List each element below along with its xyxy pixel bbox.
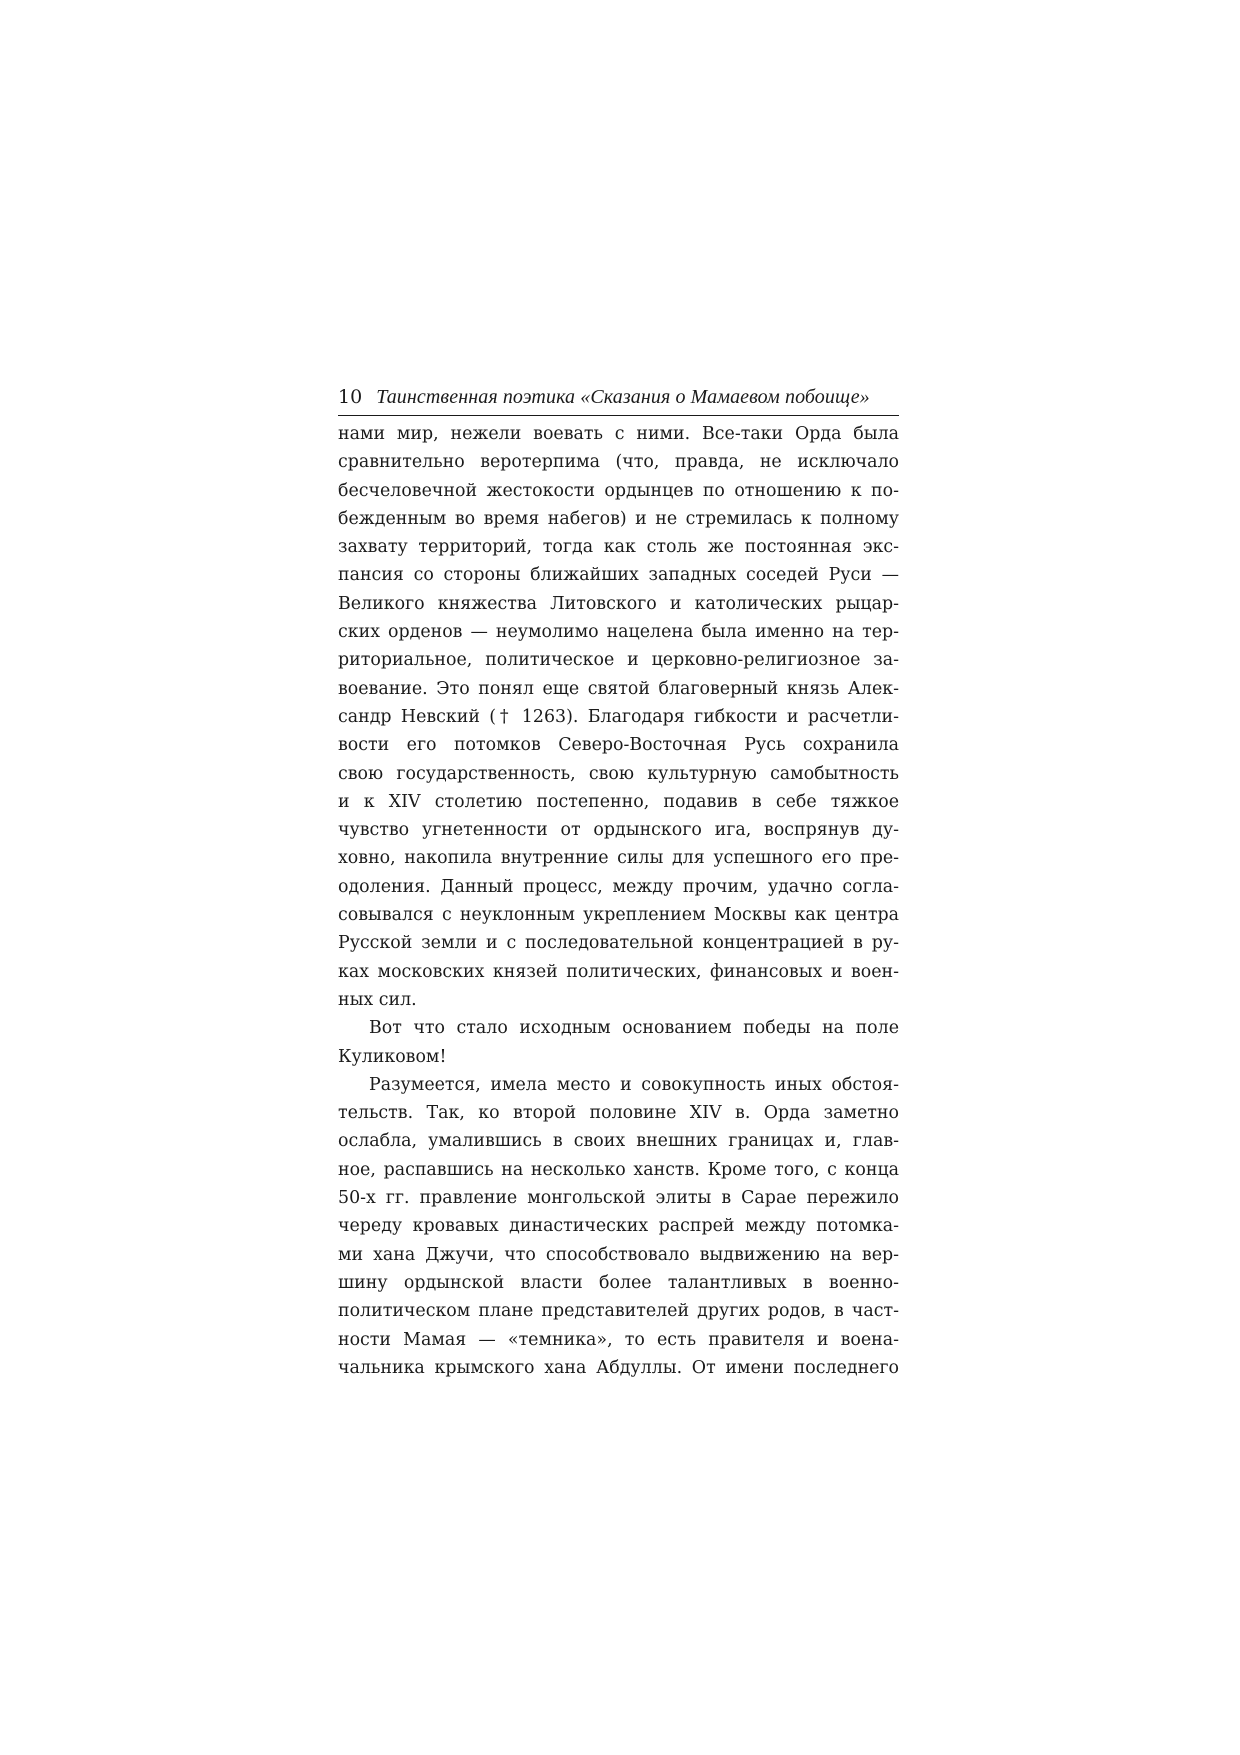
text-line: сандр Невский († 1263). Благодаря гибкости и расчетли- xyxy=(338,706,899,727)
body-text xyxy=(338,420,899,1382)
text-line: Вот что стало исходным основанием победы на поле xyxy=(369,1018,899,1039)
text-line: политическом плане представителей других родов, в част- xyxy=(338,1301,899,1322)
running-head xyxy=(338,386,899,416)
text-line: ных сил. xyxy=(338,989,417,1010)
text-line: ховно, накопила внутренние силы для успешного его пре- xyxy=(338,848,899,869)
text-line: совывался с неуклонным укреплением Москвы как центра xyxy=(338,905,899,926)
text-line: ских орденов — неумолимо нацелена была именно на тер- xyxy=(338,622,899,643)
text-line: свою государственность, свою культурную самобытность xyxy=(338,763,899,784)
text-line: риториальное, политическое и церковно-религиозное за- xyxy=(338,650,899,671)
text-line: нами мир, нежели воевать с ними. Все-таки Орда была xyxy=(338,424,899,444)
text-line: сравнительно веротерпима (что, правда, не исключало xyxy=(338,452,899,473)
running-title: Таинственная поэтика «Сказания о Мамаевом побоище» xyxy=(376,386,870,408)
text-line: ослабла, умалившись в своих внешних границах и, глав- xyxy=(338,1131,899,1152)
text-line: чальника крымского хана Абдуллы. От имени последнего xyxy=(338,1357,899,1378)
text-line: Куликовом! xyxy=(338,1046,447,1067)
text-line: тельств. Так, ко второй половине XIV в. Орда заметно xyxy=(338,1103,899,1124)
text-line: бесчеловечной жестокости ордынцев по отношению к по- xyxy=(338,480,899,501)
text-line: череду кровавых династических распрей между потомка- xyxy=(338,1216,899,1237)
text-line: Разумеется, имела место и совокупность иных обстоя- xyxy=(369,1074,899,1095)
text-line: бежденным во время набегов) и не стремилась к полному xyxy=(338,508,899,529)
text-line: воевание. Это понял еще святой благоверный князь Алек- xyxy=(338,678,899,699)
book-page xyxy=(338,386,899,1382)
page-number: 10 xyxy=(338,386,363,408)
text-line: ности Мамая — «темника», то есть правителя и военa- xyxy=(338,1329,899,1350)
text-line: чувство угнетенности от ордынского ига, воспрянув ду- xyxy=(338,820,899,841)
text-line: и к XIV столетию постепенно, подавив в себе тяжкое xyxy=(338,791,899,812)
text-line: Русской земли и с последовательной концентрацией в ру- xyxy=(338,933,899,954)
text-line: ках московских князей политических, финансовых и воен- xyxy=(338,961,899,982)
text-line: ми хана Джучи, что способствовало выдвижению на вер- xyxy=(338,1244,899,1265)
text-line: захвату территорий, тогда как столь же постоянная экс- xyxy=(338,537,899,558)
text-line: вости его потомков Северо-Восточная Русь сохранила xyxy=(338,735,899,756)
text-line: Великого княжества Литовского и католических рыцар- xyxy=(338,593,899,614)
text-line: одоления. Данный процесс, между прочим, удачно согла- xyxy=(338,876,899,897)
text-line: 50-х гг. правление монгольской элиты в Сарае пережило xyxy=(338,1188,899,1209)
text-line: шину ордынской власти более талантливых в военно- xyxy=(338,1272,899,1293)
text-line: пансия со стороны ближайших западных соседей Руси — xyxy=(338,565,899,586)
text-line: ное, распавшись на несколько ханств. Кроме того, с конца xyxy=(338,1159,899,1180)
